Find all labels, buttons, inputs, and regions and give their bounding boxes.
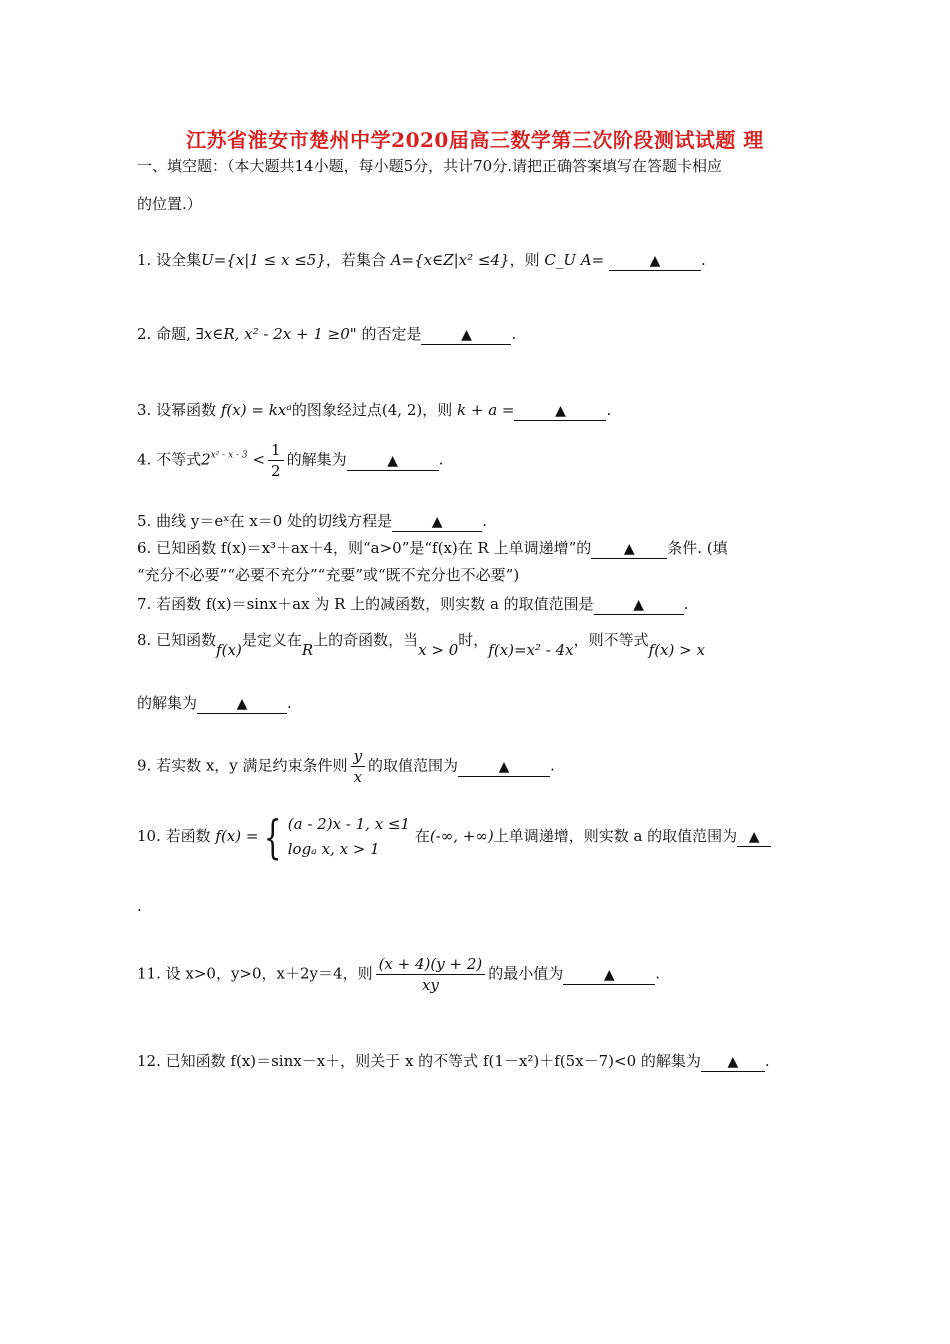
q12-end: .: [764, 1052, 770, 1070]
q9-end: .: [550, 756, 555, 775]
q2-prefix: 2. 命题,: [137, 325, 191, 343]
q9-fraction: [351, 746, 365, 787]
q4-fraction: [268, 440, 284, 481]
q12-text: 12. 已知函数 f(x)＝sinx－x＋，则关于 x 的不等式 f(1－x²)＋f(5x－7)<0 的解集为: [137, 1052, 701, 1070]
question-5: [137, 511, 487, 532]
q3-expression: f(x) = kxᵃ: [220, 401, 292, 419]
q2-end: .: [511, 325, 517, 343]
answer-blank-2: ▲: [421, 326, 511, 345]
q10-brace: {: [264, 810, 282, 864]
q9-denominator: x: [353, 768, 363, 786]
q8-function: f(x): [216, 641, 242, 659]
q11-numerator: (x + 4)(y + 2): [376, 954, 486, 975]
answer-blank-11: ▲: [563, 966, 655, 985]
q8-text-c: 时，: [458, 631, 489, 649]
q11-post: 的最小值为: [488, 964, 564, 983]
answer-blank-12: ▲: [701, 1053, 765, 1072]
q1-prefix: 1. 设全集: [137, 251, 202, 269]
answer-blank-6: ▲: [591, 540, 667, 559]
question-11: [137, 954, 660, 995]
q4-base: 2: [201, 450, 211, 469]
q1-end: .: [700, 251, 706, 269]
q7-end: .: [683, 595, 689, 613]
q10-mid: 在: [414, 827, 430, 845]
question-9: [137, 746, 555, 787]
q11-prefix: 11. 设 x>0，y>0，x＋2y＝4，则: [137, 964, 373, 983]
q4-exponent: x² - x - 3: [210, 450, 248, 461]
question-2: [137, 324, 516, 345]
q8-line2: 的解集为: [137, 694, 198, 712]
q11-end: .: [655, 964, 661, 983]
q1-set-u: U={x|1 ≤ x ≤5}: [201, 251, 326, 269]
q6-line1: 6. 已知函数 f(x)＝x³＋ax＋4，则“a>0”是“f(x)在 R 上单调递增”的: [137, 539, 592, 557]
q9-numerator: y: [351, 746, 365, 767]
q8-condition: x > 0: [418, 641, 459, 659]
q4-denominator: 2: [271, 462, 281, 480]
q5-text: 5. 曲线 y＝eˣ在 x＝0 处的切线方程是: [137, 512, 393, 530]
question-7: [137, 594, 688, 615]
q8-prefix: 8. 已知函数: [137, 631, 217, 649]
q6-mid: 条件. (填: [667, 539, 728, 557]
instructions-line1: 一、填空题：（本大题共14小题，每小题5分，共计70分.请把正确答案填写在答题卡相应: [137, 157, 722, 175]
q10-case-2: logₐ x, x > 1: [287, 840, 380, 858]
answer-blank-10: ▲: [737, 828, 771, 847]
q4-post: 的解集为: [286, 450, 347, 469]
q9-prefix: 9. 若实数 x，y 满足约束条件则: [137, 756, 348, 775]
q10-cases: [288, 812, 410, 862]
question-8: [137, 630, 705, 659]
q9-post: 的取值范围为: [368, 756, 459, 775]
question-10-line2: .: [137, 897, 142, 915]
q1-mid: ，若集合: [325, 251, 386, 269]
q2-post: 的否定是: [361, 325, 422, 343]
answer-blank-9: ▲: [458, 758, 550, 777]
q1-post: ，则: [509, 251, 540, 269]
q8-domain: R: [301, 641, 314, 659]
answer-blank-7: ▲: [594, 596, 684, 615]
q2-expression: ∃x∈R, x² - 2x + 1 ≥0": [195, 325, 357, 343]
answer-blank-1: ▲: [609, 252, 701, 271]
q1-set-a: A={x∈Z|x² ≤4}: [390, 251, 510, 269]
q1-complement: C_U A=: [544, 251, 605, 269]
q11-denominator: xy: [421, 976, 439, 994]
instructions-line2: 的位置.）: [137, 195, 202, 213]
question-1: [137, 250, 706, 271]
question-6: [137, 538, 728, 559]
q10-prefix: 10. 若函数: [137, 827, 211, 845]
answer-blank-3: ▲: [514, 402, 606, 421]
q8-text-d: ，则不等式: [573, 631, 649, 649]
q10-function: f(x) =: [215, 827, 259, 845]
question-10: [137, 812, 771, 862]
answer-blank-5: ▲: [392, 513, 482, 532]
question-3: [137, 400, 611, 421]
q11-fraction: [376, 954, 486, 995]
q8-definition: f(x)=x² - 4x: [488, 641, 574, 659]
q4-end: .: [438, 450, 444, 469]
q10-post: 上单调递增，则实数 a 的取值范围为: [493, 827, 738, 845]
question-6-line2: “充分不必要”“必要不充分”“充要”或“既不充分也不必要”): [137, 566, 520, 584]
q8-inequality: f(x) > x: [648, 641, 705, 659]
q10-interval: (-∞, +∞): [429, 827, 494, 845]
q10-case-1: (a - 2)x - 1, x ≤1: [287, 815, 411, 833]
q4-prefix: 4. 不等式: [137, 450, 202, 469]
q4-less-than: <: [252, 450, 266, 469]
page-title: 江苏省淮安市楚州中学2020届高三数学第三次阶段测试试题 理: [186, 128, 764, 152]
q3-prefix: 3. 设幂函数: [137, 401, 217, 419]
q8-end: .: [287, 694, 292, 712]
q3-mid: 的图象经过点(4, 2)，则: [291, 401, 453, 419]
q3-expression-2: k + a =: [457, 401, 515, 419]
q7-text: 7. 若函数 f(x)＝sinx＋ax 为 R 上的减函数，则实数 a 的取值范围是: [137, 595, 594, 613]
question-4: [137, 440, 443, 481]
q4-numerator: 1: [268, 440, 284, 461]
answer-blank-4: ▲: [347, 452, 439, 471]
question-8-line2: [137, 693, 292, 714]
q8-text-a: 是定义在: [241, 631, 302, 649]
q5-end: .: [482, 512, 487, 530]
q8-text-b: 上的奇函数，当: [313, 631, 419, 649]
q3-end: .: [606, 401, 612, 419]
answer-blank-8: ▲: [197, 695, 287, 714]
question-12: [137, 1051, 770, 1072]
